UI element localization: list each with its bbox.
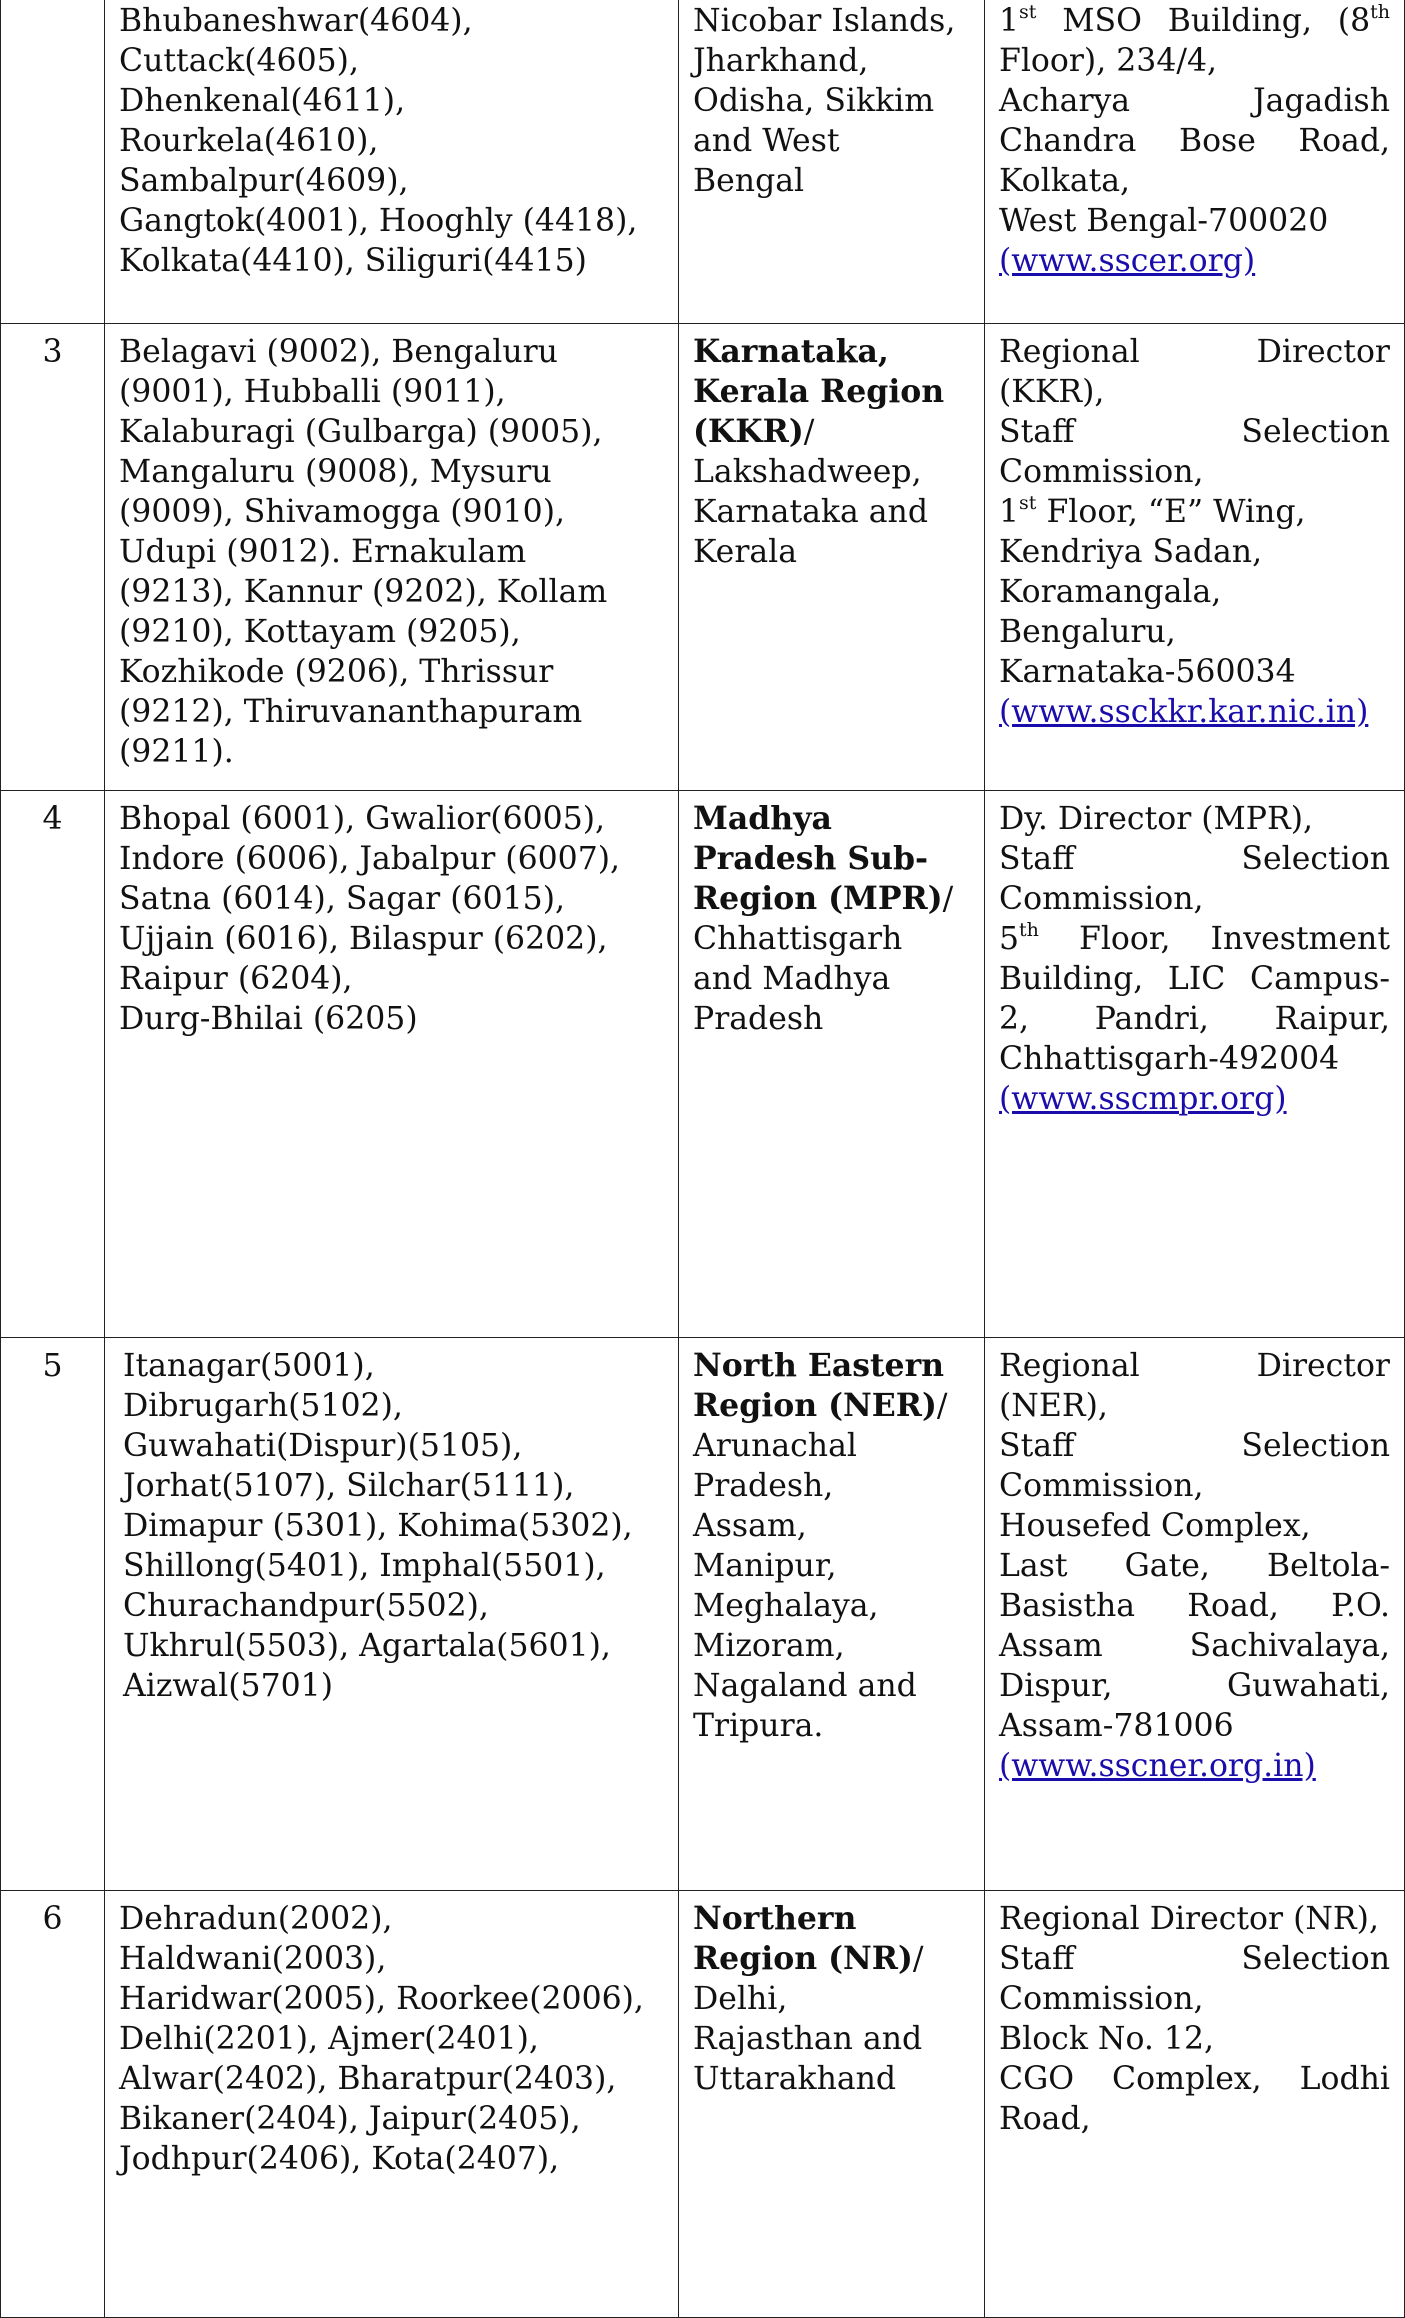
centre-line: Guwahati(Dispur)(5105), (123, 1428, 523, 1464)
centre-line: Aizwal(5701) (123, 1668, 333, 1704)
address-line: Last Gate, Beltola- (999, 1548, 1390, 1584)
region-line: Pradesh (693, 1001, 824, 1037)
centre-line: (9001), Hubballi (9011), (119, 374, 506, 410)
centre-line: Dehradun(2002), (119, 1901, 393, 1937)
centre-line: Bhopal (6001), Gwalior(6005), (119, 801, 606, 837)
centre-line: (9213), Kannur (9202), Kollam (119, 574, 608, 610)
region-line: Arunachal (693, 1428, 857, 1464)
address-line: Housefed Complex, (999, 1508, 1311, 1544)
region-line: Manipur, (693, 1548, 837, 1584)
centre-line: Jodhpur(2406), Kota(2407), (119, 2141, 560, 2177)
centre-line: (9009), Shivamogga (9010), (119, 494, 565, 530)
address-line: (KKR), (999, 374, 1105, 410)
exam-centres-cell (105, 324, 679, 791)
region-name-line: Northern (693, 1900, 857, 1937)
office-address-cell (985, 0, 1405, 324)
centre-line: Dhenkenal(4611), (119, 83, 406, 119)
address-line: Assam Sachivalaya, (999, 1628, 1390, 1664)
office-address-cell (985, 791, 1405, 1338)
exam-centres-cell (105, 0, 679, 324)
address-line: West Bengal-700020 (999, 203, 1329, 239)
table-row (1, 791, 1405, 1338)
region-line: and West (693, 123, 840, 159)
address-line: Assam-781006 (999, 1708, 1234, 1744)
address-line: Commission, (999, 1468, 1204, 1504)
website-link[interactable]: (www.sscmpr.org) (999, 1081, 1287, 1117)
centre-line: Kolkata(4410), Siliguri(4415) (119, 243, 587, 279)
table-row (1, 324, 1405, 791)
exam-centres-cell (105, 791, 679, 1338)
table-row (1, 1338, 1405, 1891)
region-line: Uttarakhand (693, 2061, 897, 2097)
centre-line: Kozhikode (9206), Thrissur (119, 654, 554, 690)
region-name-line: Region (NER)/ (693, 1387, 948, 1424)
region-line: Assam, (693, 1508, 807, 1544)
serial-number-cell: 5 (1, 1338, 105, 1891)
region-line: Jharkhand, (693, 43, 869, 79)
region-line: Odisha, Sikkim (693, 83, 935, 119)
address-line: Staff Selection (999, 841, 1390, 877)
region-name-line: Madhya (693, 800, 832, 837)
serial-number-cell: 4 (1, 791, 105, 1338)
region-line: Kerala (693, 534, 798, 570)
region-name-line: Pradesh Sub- (693, 840, 929, 877)
region-line: Karnataka and (693, 494, 928, 530)
centre-line: Durg-Bhilai (6205) (119, 1001, 418, 1037)
address-line: Basistha Road, P.O. (999, 1588, 1390, 1624)
region-states-cell (679, 324, 985, 791)
region-line: Pradesh, (693, 1468, 834, 1504)
centre-line: Mangaluru (9008), Mysuru (119, 454, 552, 490)
region-line: Tripura. (693, 1708, 824, 1744)
address-line: Dispur, Guwahati, (999, 1668, 1390, 1704)
address-line: Dy. Director (MPR), (999, 801, 1314, 837)
centre-line: Alwar(2402), Bharatpur(2403), (119, 2061, 617, 2097)
office-address-cell (985, 324, 1405, 791)
address-line: Chhattisgarh-492004 (999, 1041, 1340, 1077)
centre-line: Haldwani(2003), (119, 1941, 387, 1977)
address-line: Building, LIC Campus- (999, 961, 1390, 997)
region-name-line: Karnataka, (693, 333, 889, 370)
centre-line: Satna (6014), Sagar (6015), (119, 881, 565, 917)
address-line: CGO Complex, Lodhi (999, 2061, 1390, 2097)
address-line: Staff Selection (999, 1428, 1390, 1464)
address-line: Commission, (999, 881, 1204, 917)
centre-line: Jorhat(5107), Silchar(5111), (123, 1468, 575, 1504)
website-link[interactable]: (www.sscer.org) (999, 243, 1256, 279)
centre-line: Dibrugarh(5102), (123, 1388, 403, 1424)
region-states-cell (679, 0, 985, 324)
centre-line: (9210), Kottayam (9205), (119, 614, 521, 650)
address-line: Regional Director (NR), (999, 1901, 1379, 1937)
address-line: Regional Director (999, 1348, 1390, 1384)
region-line: Chhattisgarh (693, 921, 903, 957)
region-name-line: (KKR)/ (693, 413, 815, 450)
region-line: Delhi, (693, 1981, 788, 2017)
centre-line: Ukhrul(5503), Agartala(5601), (123, 1628, 611, 1664)
centre-line: Sambalpur(4609), (119, 163, 409, 199)
centre-line: Kalaburagi (Gulbarga) (9005), (119, 414, 603, 450)
address-line: 2, Pandri, Raipur, (999, 1001, 1390, 1037)
region-line: and Madhya (693, 961, 891, 997)
region-line: Nicobar Islands, (693, 3, 956, 39)
website-link[interactable]: (www.sscner.org.in) (999, 1748, 1316, 1784)
centre-line: Dimapur (5301), Kohima(5302), (123, 1508, 633, 1544)
address-line: Koramangala, (999, 574, 1222, 610)
address-line: Commission, (999, 454, 1204, 490)
address-line: Chandra Bose Road, (999, 123, 1390, 159)
centre-line: Shillong(5401), Imphal(5501), (123, 1548, 606, 1584)
address-line: 1st Floor, “E” Wing, (999, 491, 1306, 530)
exam-centres-cell (105, 1891, 679, 2318)
address-line: 1st MSO Building, (8th (999, 0, 1390, 39)
region-line: Rajasthan and (693, 2021, 923, 2057)
region-name-line: Kerala Region (693, 373, 945, 410)
address-line: Road, (999, 2101, 1091, 2137)
centre-line: Udupi (9012). Ernakulam (119, 534, 527, 570)
region-name-line: Region (MPR)/ (693, 880, 954, 917)
address-line: Commission, (999, 1981, 1204, 2017)
website-link[interactable]: (www.ssckkr.kar.nic.in) (999, 694, 1369, 730)
region-line: Nagaland and (693, 1668, 917, 1704)
table-row (1, 0, 1405, 324)
region-line: Bengal (693, 163, 805, 199)
address-line: Karnataka-560034 (999, 654, 1296, 690)
address-line: Acharya Jagadish (999, 83, 1390, 119)
centre-line: Belagavi (9002), Bengaluru (119, 334, 558, 370)
address-line: Bengaluru, (999, 614, 1176, 650)
address-line: Floor), 234/4, (999, 43, 1218, 79)
centre-line: Bikaner(2404), Jaipur(2405), (119, 2101, 581, 2137)
office-address-cell (985, 1891, 1405, 2318)
address-line: Block No. 12, (999, 2021, 1215, 2057)
address-line: Regional Director (999, 334, 1390, 370)
region-line: Meghalaya, (693, 1588, 879, 1624)
exam-centres-cell (105, 1338, 679, 1891)
region-states-cell (679, 1338, 985, 1891)
region-line: Mizoram, (693, 1628, 845, 1664)
centre-line: Itanagar(5001), (123, 1348, 375, 1384)
region-name-line: Region (NR)/ (693, 1940, 924, 1977)
address-line: Staff Selection (999, 414, 1390, 450)
centre-line: Gangtok(4001), Hooghly (4418), (119, 203, 638, 239)
centre-line: Indore (6006), Jabalpur (6007), (119, 841, 621, 877)
region-states-cell (679, 1891, 985, 2318)
region-line: Lakshadweep, (693, 454, 922, 490)
centre-line: (9212), Thiruvananthapuram (119, 694, 583, 730)
centre-line: (9211). (119, 734, 234, 770)
centre-line: Churachandpur(5502), (123, 1588, 489, 1624)
address-line: (NER), (999, 1388, 1108, 1424)
address-line: Staff Selection (999, 1941, 1390, 1977)
address-line: 5th Floor, Investment (999, 918, 1390, 957)
centre-line: Ujjain (6016), Bilaspur (6202), (119, 921, 608, 957)
office-address-cell (985, 1338, 1405, 1891)
region-states-cell (679, 791, 985, 1338)
centre-line: Rourkela(4610), (119, 123, 379, 159)
serial-number-cell (1, 0, 105, 324)
centre-line: Bhubaneshwar(4604), (119, 3, 473, 39)
centre-line: Cuttack(4605), (119, 43, 359, 79)
table-row (1, 1891, 1405, 2318)
serial-number-cell: 3 (1, 324, 105, 791)
centre-line: Haridwar(2005), Roorkee(2006), (119, 1981, 644, 2017)
address-line: Kolkata, (999, 163, 1131, 199)
address-line: Kendriya Sadan, (999, 534, 1263, 570)
region-name-line: North Eastern (693, 1347, 945, 1384)
centre-line: Raipur (6204), (119, 961, 353, 997)
centre-line: Delhi(2201), Ajmer(2401), (119, 2021, 539, 2057)
serial-number-cell: 6 (1, 1891, 105, 2318)
